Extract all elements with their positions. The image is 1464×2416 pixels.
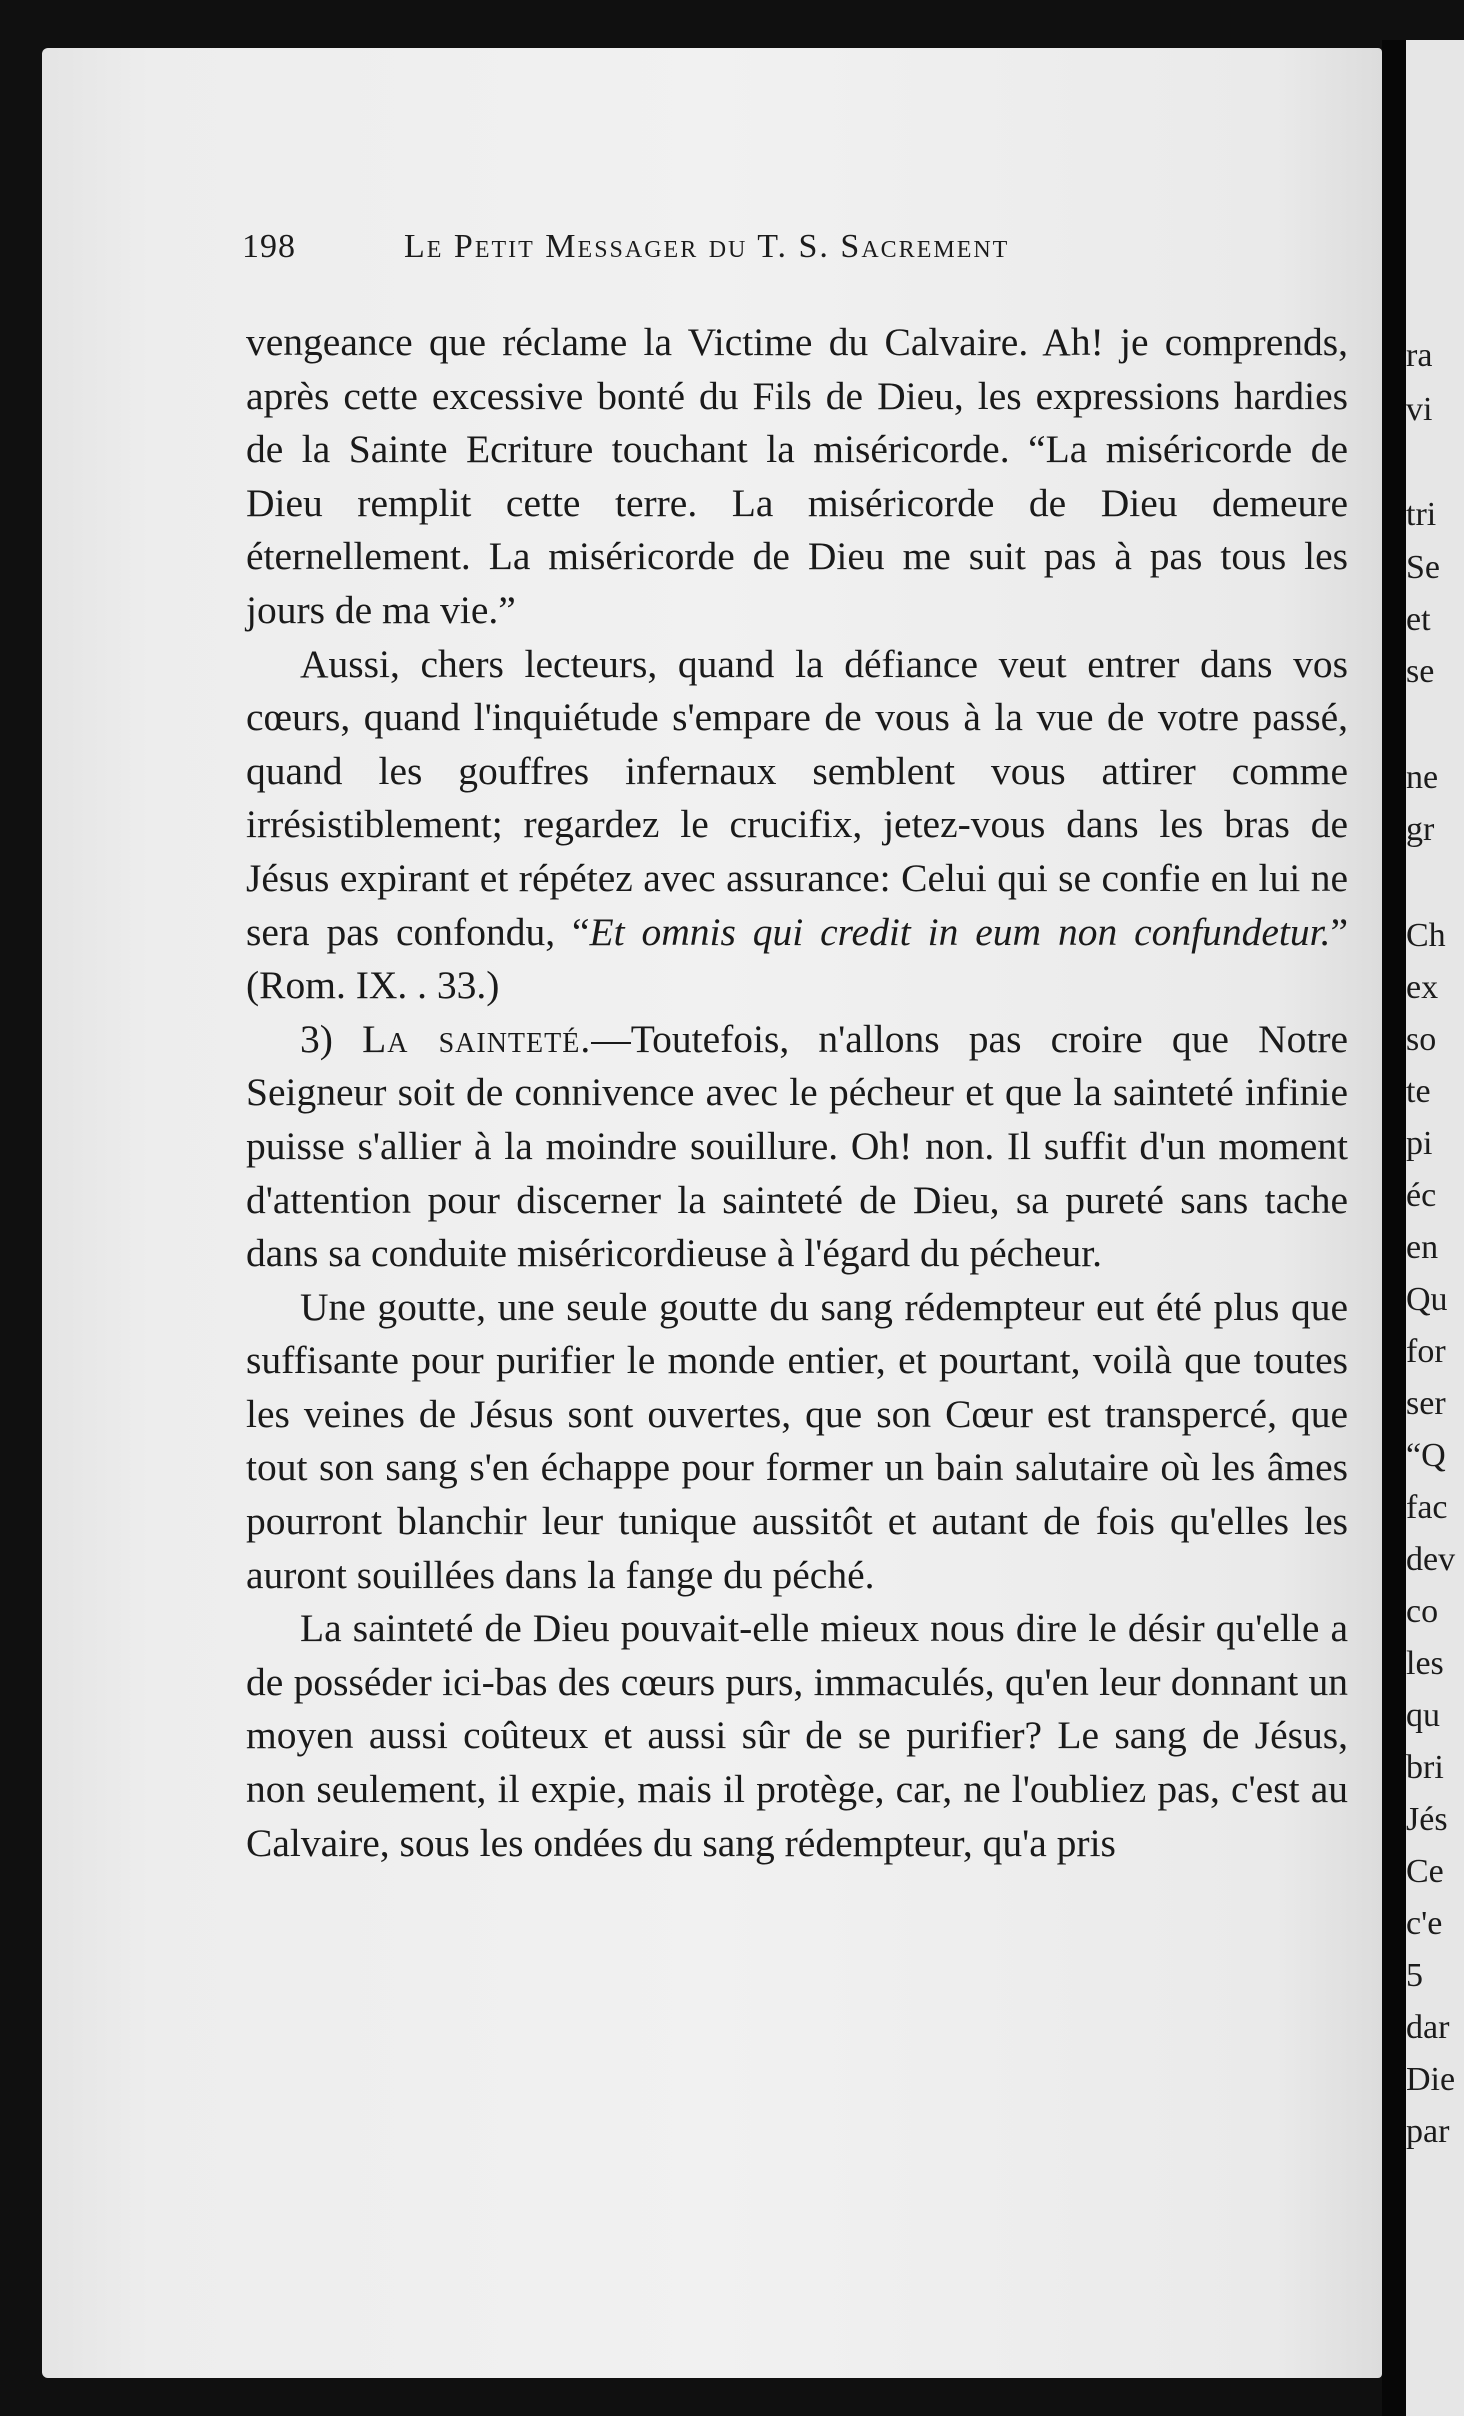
facing-fragment: tri [1406,496,1437,533]
facing-fragment: ex [1406,969,1439,1006]
section-title: La sainteté. [362,1016,592,1061]
latin-quote: Et omnis qui credit in eum non confundetur. [589,909,1331,954]
page-number: 198 [242,228,296,265]
facing-fragment: “Q [1406,1437,1446,1474]
facing-fragment: dar [1406,2009,1450,2046]
facing-fragment: Se [1406,549,1440,586]
paragraph-defiance [246,638,1348,1013]
paragraph-text: —Toutefois, n'allons pas croire que Notre Seigneur soit de connivence avec le pécheur et que la sainteté infinie puisse s'allier à la moindre souillure. Oh! non. Il suffit d'un moment d'attention pour discerner la sainteté de Dieu, sa pureté sans tache dans sa conduite miséricordieuse à l'égard du pécheur. [246,1016,1348,1276]
facing-fragment: et [1406,601,1431,638]
facing-page-edge [1406,40,1464,2416]
facing-fragment: for [1406,1333,1446,1370]
running-title: Le Petit Messager du T. S. Sacrement [404,228,1010,265]
facing-fragment: dev [1406,1541,1456,1578]
facing-fragment: les [1406,1645,1444,1682]
facing-fragment: ne [1406,759,1439,796]
running-header [242,228,1342,288]
facing-fragment: Ch [1406,917,1446,954]
facing-fragment: pi [1406,1125,1433,1162]
section-number: 3) [300,1016,363,1061]
paragraph-saintete [246,1013,1348,1281]
facing-fragment: en [1406,1229,1439,1266]
facing-fragment: ser [1406,1385,1446,1422]
facing-fragment: Qu [1406,1281,1448,1318]
facing-fragment: ra [1406,337,1433,374]
facing-fragment: bri [1406,1749,1444,1786]
facing-fragment: éc [1406,1177,1437,1214]
facing-fragment: gr [1406,811,1435,848]
facing-fragment: so [1406,1021,1437,1058]
facing-fragment: vi [1406,391,1433,428]
facing-fragment: Ce [1406,1853,1444,1890]
facing-fragment: Jés [1406,1801,1448,1838]
paragraph-continuation: vengeance que réclame la Victime du Calvaire. Ah! je comprends, après cette excessive bonté du Fils de Dieu, les expressions hardies de la Sainte Ecriture touchant la miséricorde. “La miséricorde de Dieu remplit cette terre. La miséricorde de Dieu demeure éternellement. La miséricorde de Dieu me suit pas à pas tous les jours de ma vie.” [246,320,1348,632]
paragraph-text: Aussi, chers lecteurs, quand la défiance veut entrer dans vos cœurs, quand l'inquiétude s'empare de vous à la vue de votre passé, quand les gouffres infernaux semblent vous attirer comme irrésistiblement; regardez le crucifix, jetez-vous dans les bras de Jésus expirant et répétez avec assurance: Celui qui se confie en lui ne sera pas confondu, “ [246,641,1348,954]
facing-fragment: fac [1406,1489,1448,1526]
facing-fragment: te [1406,1073,1431,1110]
facing-fragment: qu [1406,1697,1440,1734]
facing-fragment: par [1406,2113,1450,2150]
facing-fragment: 5 [1406,1957,1423,1994]
paragraph-goutte: Une goutte, une seule goutte du sang rédempteur eut été plus que suffisante pour purifier le monde entier, et pourtant, voilà que toutes les veines de Jésus sont ouvertes, que son Cœur est transpercé, que tout son sang s'en échappe pour former un bain salutaire où les âmes pourront blanchir leur tunique aussitôt et autant de fois qu'elles les auront souillées dans la fange du péché. [246,1284,1348,1597]
facing-fragment: se [1406,653,1435,690]
body-text [246,316,1348,1870]
paragraph-purete: La sainteté de Dieu pouvait-elle mieux nous dire le désir qu'elle a de posséder ici-bas des cœurs purs, immaculés, qu'en leur donnant un moyen aussi coûteux et aussi sûr de se purifier? Le sang de Jésus, non seulement, il expie, mais il protège, car, ne l'oubliez pas, c'est au Calvaire, sous les ondées du sang rédempteur, qu'a pris [246,1606,1348,1865]
citation: ” (Rom. IX. . 33.) [246,909,1349,1008]
facing-fragment: c'e [1406,1905,1443,1942]
facing-fragment: co [1406,1593,1439,1630]
book-gutter [1382,40,1406,2416]
facing-fragment: Die [1406,2061,1456,2098]
